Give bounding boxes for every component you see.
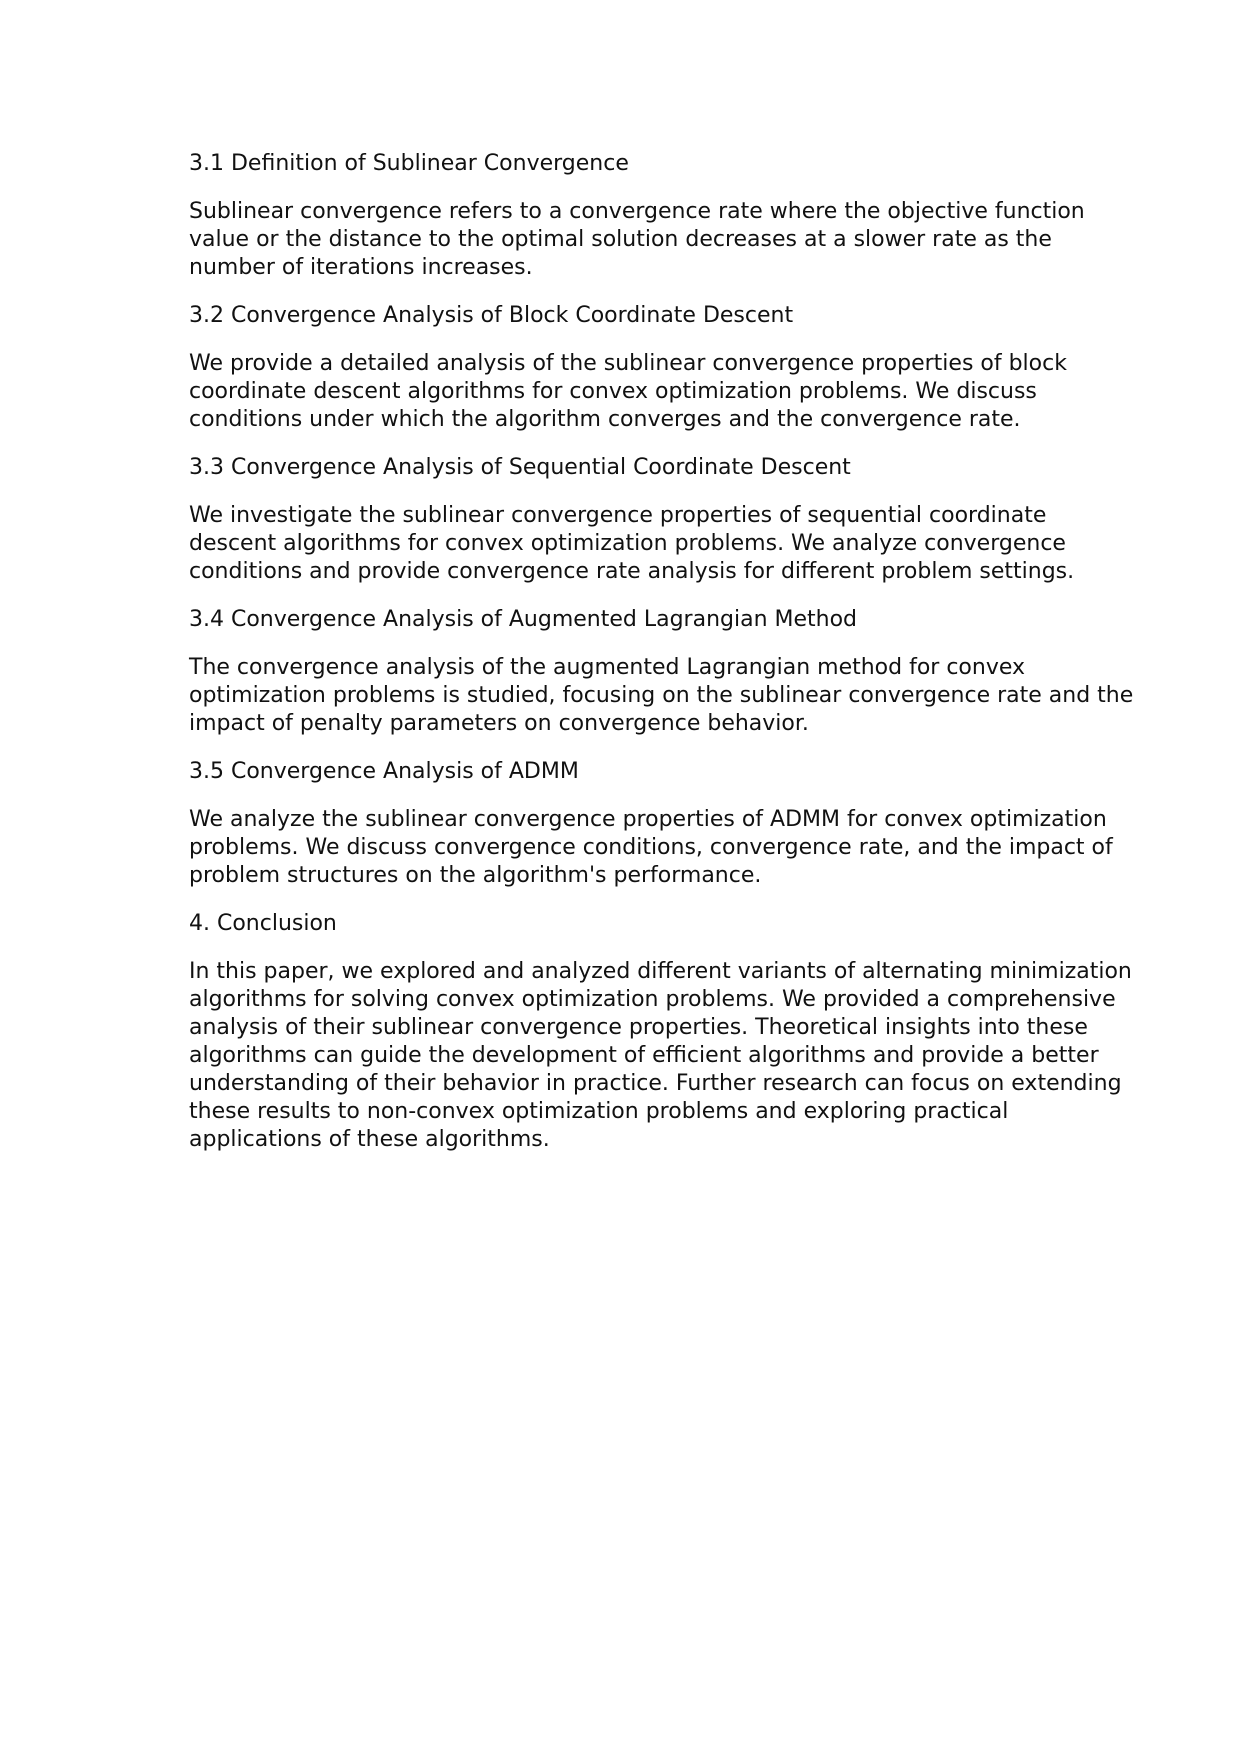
paragraph-line: algorithms can guide the development of efficient algorithms and provide a better (189, 1043, 1099, 1068)
section-3-2 (189, 302, 1069, 434)
paragraph-line: Sublinear convergence refers to a convergence rate where the objective function (189, 199, 1085, 224)
section-heading: 3.5 Convergence Analysis of ADMM (189, 759, 579, 784)
section-paragraph (189, 350, 1069, 434)
paragraph-line: conditions under which the algorithm converges and the convergence rate. (189, 407, 1021, 432)
paragraph-line: value or the distance to the optimal solution decreases at a slower rate as the (189, 227, 1052, 252)
paragraph-line: applications of these algorithms. (189, 1127, 550, 1152)
section-heading: 3.4 Convergence Analysis of Augmented Lagrangian Method (189, 607, 858, 632)
section-heading: 3.1 Definition of Sublinear Convergence (189, 151, 629, 176)
paragraph-line: number of iterations increases. (189, 255, 533, 280)
paragraph-line: We provide a detailed analysis of the sublinear convergence properties of block (189, 351, 1067, 376)
section-paragraph (189, 958, 1132, 1154)
paper-page (189, 150, 1134, 1174)
paragraph-line: descent algorithms for convex optimization problems. We analyze convergence (189, 531, 1066, 556)
paragraph-line: conditions and provide convergence rate analysis for different problem settings. (189, 559, 1075, 584)
paragraph-line: optimization problems is studied, focusing on the sublinear convergence rate and the (189, 683, 1134, 708)
section-heading: 4. Conclusion (189, 911, 337, 936)
section-paragraph (189, 198, 1085, 282)
paragraph-line: In this paper, we explored and analyzed different variants of alternating minimization (189, 959, 1132, 984)
paragraph-line: We investigate the sublinear convergence properties of sequential coordinate (189, 503, 1047, 528)
paragraph-line: understanding of their behavior in practice. Further research can focus on extending (189, 1071, 1122, 1096)
section-4-conclusion (189, 910, 1132, 1154)
paragraph-line: analysis of their sublinear convergence properties. Theoretical insights into these (189, 1015, 1088, 1040)
paragraph-line: The convergence analysis of the augmented Lagrangian method for convex (189, 655, 1026, 680)
section-paragraph (189, 502, 1075, 586)
paragraph-line: these results to non-convex optimization problems and exploring practical (189, 1099, 1009, 1124)
paragraph-line: impact of penalty parameters on convergence behavior. (189, 711, 809, 736)
section-paragraph (189, 806, 1113, 890)
section-heading: 3.3 Convergence Analysis of Sequential Coordinate Descent (189, 455, 851, 480)
section-3-5 (189, 758, 1113, 890)
section-paragraph (189, 654, 1134, 738)
section-3-3 (189, 454, 1075, 586)
paragraph-line: problem structures on the algorithm's performance. (189, 863, 762, 888)
section-3-4 (189, 606, 1134, 738)
section-3-1 (189, 150, 1085, 282)
paragraph-line: We analyze the sublinear convergence properties of ADMM for convex optimization (189, 807, 1107, 832)
paragraph-line: coordinate descent algorithms for convex optimization problems. We discuss (189, 379, 1037, 404)
paragraph-line: algorithms for solving convex optimization problems. We provided a comprehensive (189, 987, 1116, 1012)
paragraph-line: problems. We discuss convergence conditions, convergence rate, and the impact of (189, 835, 1113, 860)
section-heading: 3.2 Convergence Analysis of Block Coordinate Descent (189, 303, 794, 328)
